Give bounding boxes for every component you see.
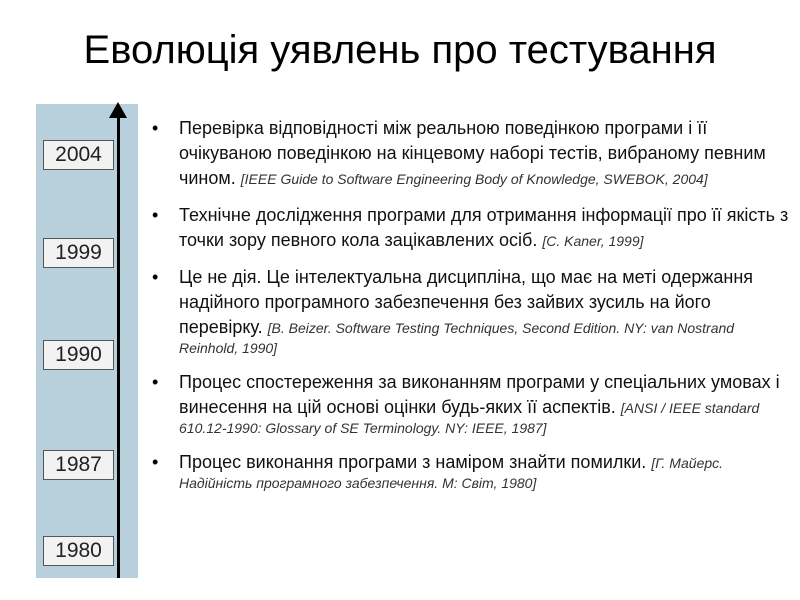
definitions-list — [152, 116, 792, 505]
definition-text: Перевірка відповідності між реальною поведінкою програми і її очікуваною поведінкою на кінцевому наборі тестів, вибраному певним чином. — [179, 118, 766, 188]
definition-text: Це не дія. Це інтелектуальна дисципліна, що має на меті одержання надійного програмного забезпечення без зайвих зусиль на його перевірку. — [179, 267, 754, 337]
definition-reference: [B. Beizer. Software Testing Techniques, Second Edition. NY: van Nostrand Reinhold, 1990] — [179, 320, 735, 356]
year-1987: 1987 — [43, 450, 114, 480]
definition-reference: [IEEE Guide to Software Engineering Body of Knowledge, SWEBOK, 2004] — [240, 171, 708, 187]
bullet-icon: • — [152, 267, 159, 287]
arrow-up-icon — [109, 102, 127, 118]
definition-reference: [ANSI / IEEE standard 610.12-1990: Glossary of SE Terminology. NY: IEEE, 1987] — [179, 400, 760, 436]
year-1990: 1990 — [43, 340, 114, 370]
timeline-panel — [36, 104, 138, 578]
definition-text: Процес виконання програми з наміром знайти помилки. — [179, 452, 652, 472]
definition-item — [152, 450, 792, 493]
definition-item — [152, 116, 792, 191]
bullet-icon: • — [152, 452, 159, 472]
definition-text: Процес спостереження за виконанням програми у спеціальних умовах і винесення на цій основі оцінки будь-яких її аспектів. — [179, 372, 780, 417]
bullet-icon: • — [152, 205, 159, 225]
definition-reference: [Г. Майерс. Надійність програмного забезпечення. М: Світ, 1980] — [179, 455, 724, 491]
bullet-icon: • — [152, 372, 159, 392]
definition-item — [152, 203, 792, 253]
year-1999: 1999 — [43, 238, 114, 268]
definition-item — [152, 265, 792, 358]
year-1980: 1980 — [43, 536, 114, 566]
year-2004: 2004 — [43, 140, 114, 170]
definition-text: Технічне дослідження програми для отримання інформації про її якість з точки зору певного кола зацікавлених осіб. — [179, 205, 789, 250]
page-title: Еволюція уявлень про тестування — [83, 28, 717, 72]
definition-item — [152, 370, 792, 438]
definition-reference: [C. Kaner, 1999] — [542, 233, 644, 249]
timeline-axis — [117, 116, 120, 578]
bullet-icon: • — [152, 118, 159, 138]
